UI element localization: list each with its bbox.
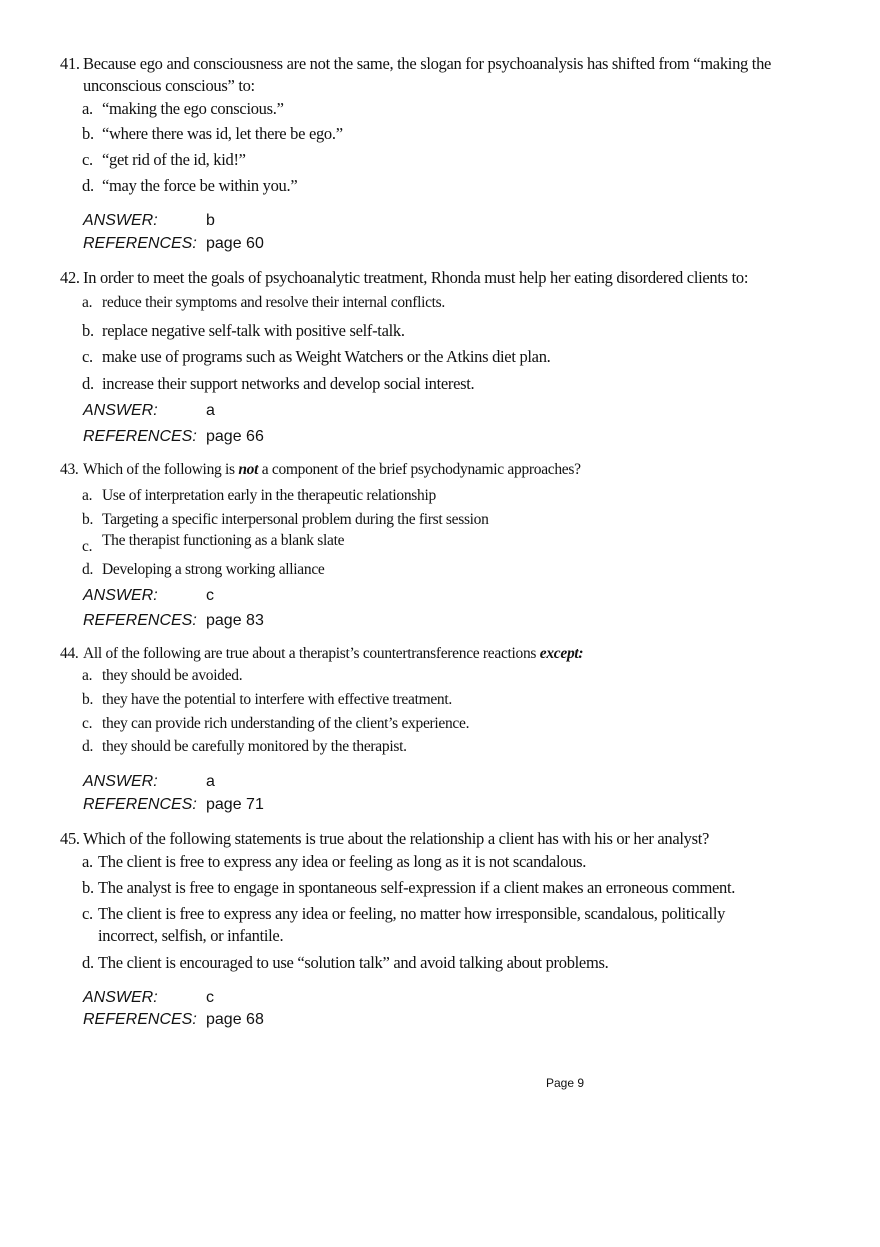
references-line bbox=[83, 610, 264, 632]
answer-label: ANSWER: bbox=[83, 989, 158, 1006]
question-text: Which of the following is bbox=[83, 461, 239, 478]
option-text: The client is free to express any idea or feeling as long as it is not scandalous. bbox=[98, 852, 587, 871]
option-text: “may the force be within you.” bbox=[102, 176, 298, 195]
option-letter: a. bbox=[82, 487, 93, 504]
option-letter: a. bbox=[82, 852, 93, 871]
question-number: 44. bbox=[60, 645, 79, 662]
option-d bbox=[82, 736, 782, 758]
option-letter: b. bbox=[82, 511, 94, 528]
option-letter: c. bbox=[82, 904, 93, 923]
references-line bbox=[83, 794, 264, 816]
option-letter: b. bbox=[82, 691, 94, 708]
option-text: “get rid of the id, kid!” bbox=[102, 150, 246, 169]
option-d bbox=[82, 175, 782, 197]
option-text: replace negative self-talk with positive self-talk. bbox=[102, 321, 405, 340]
references-value: page 71 bbox=[206, 796, 264, 813]
option-a bbox=[82, 485, 782, 507]
references-line bbox=[83, 233, 264, 255]
question-number: 45. bbox=[60, 829, 80, 848]
option-text: they should be carefully monitored by the therapist. bbox=[102, 738, 407, 755]
question-number: 42. bbox=[60, 268, 80, 287]
references-line bbox=[83, 426, 264, 448]
question-stem bbox=[60, 643, 820, 665]
option-c bbox=[82, 530, 782, 555]
option-letter: d. bbox=[82, 374, 94, 393]
option-text: Use of interpretation early in the therapeutic relationship bbox=[102, 487, 436, 504]
option-text: increase their support networks and develop social interest. bbox=[102, 374, 475, 393]
references-label: REFERENCES: bbox=[83, 612, 197, 629]
option-text: The analyst is free to engage in spontaneous self-expression if a client makes an erroneous comment. bbox=[98, 878, 736, 897]
option-text: they have the potential to interfere with effective treatment. bbox=[102, 691, 452, 708]
option-text: Targeting a specific interpersonal problem during the first session bbox=[102, 511, 489, 528]
option-c bbox=[82, 903, 782, 947]
option-a bbox=[82, 292, 782, 314]
question-text-end: a component of the brief psychodynamic approaches? bbox=[258, 461, 581, 478]
option-c bbox=[82, 713, 782, 735]
option-b bbox=[82, 509, 782, 531]
option-text: “making the ego conscious.” bbox=[102, 99, 284, 118]
question-emphasis: except: bbox=[539, 645, 584, 662]
answer-value: c bbox=[206, 587, 214, 604]
option-letter: b. bbox=[82, 124, 94, 143]
page-number: Page 9 bbox=[546, 1076, 585, 1090]
answer-label: ANSWER: bbox=[83, 402, 158, 419]
answer-line bbox=[83, 585, 214, 607]
references-value: page 68 bbox=[206, 1011, 264, 1028]
option-letter: a. bbox=[82, 99, 93, 118]
option-letter: a. bbox=[82, 667, 93, 684]
option-a bbox=[82, 851, 782, 873]
references-line bbox=[83, 1009, 264, 1031]
option-text: The therapist functioning as a blank slate bbox=[102, 532, 345, 549]
question-stem bbox=[60, 53, 820, 97]
question-text: Because ego and consciousness are not the same, the slogan for psychoanalysis has shifted from “making the bbox=[83, 54, 772, 73]
option-text: they can provide rich understanding of the client’s experience. bbox=[102, 715, 470, 732]
option-b bbox=[82, 123, 782, 145]
option-text: make use of programs such as Weight Watchers or the Atkins diet plan. bbox=[102, 347, 551, 366]
answer-value: a bbox=[206, 402, 215, 419]
option-letter: b. bbox=[82, 878, 94, 897]
option-letter: c. bbox=[82, 347, 93, 366]
references-value: page 66 bbox=[206, 428, 264, 445]
option-letter: a. bbox=[82, 294, 93, 311]
answer-value: b bbox=[206, 212, 215, 229]
question-text: All of the following are true about a therapist’s countertransference reactions bbox=[83, 645, 540, 662]
option-letter: c. bbox=[82, 715, 93, 732]
option-letter: c. bbox=[82, 150, 93, 169]
references-value: page 83 bbox=[206, 612, 264, 629]
option-text: reduce their symptoms and resolve their internal conflicts. bbox=[102, 294, 445, 311]
option-b bbox=[82, 877, 782, 899]
option-c bbox=[82, 346, 782, 368]
answer-line bbox=[83, 400, 215, 422]
question-emphasis: not bbox=[238, 461, 259, 478]
option-letter: b. bbox=[82, 321, 94, 340]
option-letter: c. bbox=[82, 538, 93, 555]
option-text: “where there was id, let there be ego.” bbox=[102, 124, 343, 143]
question-stem bbox=[60, 459, 820, 481]
references-value: page 60 bbox=[206, 235, 264, 252]
option-d bbox=[82, 559, 782, 581]
option-letter: d. bbox=[82, 176, 94, 195]
references-label: REFERENCES: bbox=[83, 796, 197, 813]
references-label: REFERENCES: bbox=[83, 235, 197, 252]
answer-label: ANSWER: bbox=[83, 212, 158, 229]
option-text: The client is free to express any idea or feeling, no matter how irresponsible, scandalous, politically bbox=[98, 904, 726, 923]
option-d bbox=[82, 952, 782, 974]
option-text: they should be avoided. bbox=[102, 667, 243, 684]
answer-line bbox=[83, 987, 214, 1009]
references-label: REFERENCES: bbox=[83, 1011, 197, 1028]
answer-line bbox=[83, 210, 215, 232]
answer-value: c bbox=[206, 989, 214, 1006]
question-text: In order to meet the goals of psychoanalytic treatment, Rhonda must help her eating disordered clients to: bbox=[83, 268, 749, 287]
answer-value: a bbox=[206, 773, 215, 790]
references-label: REFERENCES: bbox=[83, 428, 197, 445]
option-text: The client is encouraged to use “solution talk” and avoid talking about problems. bbox=[98, 953, 609, 972]
option-a bbox=[82, 665, 782, 687]
question-stem bbox=[60, 828, 820, 850]
question-stem bbox=[60, 267, 820, 289]
question-number: 43. bbox=[60, 461, 79, 478]
option-letter: d. bbox=[82, 738, 94, 755]
option-b bbox=[82, 689, 782, 711]
answer-line bbox=[83, 771, 215, 793]
option-d bbox=[82, 373, 782, 395]
option-letter: d. bbox=[82, 561, 94, 578]
answer-label: ANSWER: bbox=[83, 773, 158, 790]
option-letter: d. bbox=[82, 953, 94, 972]
option-text: Developing a strong working alliance bbox=[102, 561, 325, 578]
option-c bbox=[82, 149, 782, 171]
question-text-continued: unconscious conscious” to: bbox=[83, 76, 255, 95]
question-number: 41. bbox=[60, 54, 80, 73]
question-text: Which of the following statements is true about the relationship a client has with his or her analyst? bbox=[83, 829, 710, 848]
option-text-continued: incorrect, selfish, or infantile. bbox=[98, 926, 284, 945]
option-b bbox=[82, 320, 782, 342]
answer-label: ANSWER: bbox=[83, 587, 158, 604]
option-a bbox=[82, 98, 782, 120]
